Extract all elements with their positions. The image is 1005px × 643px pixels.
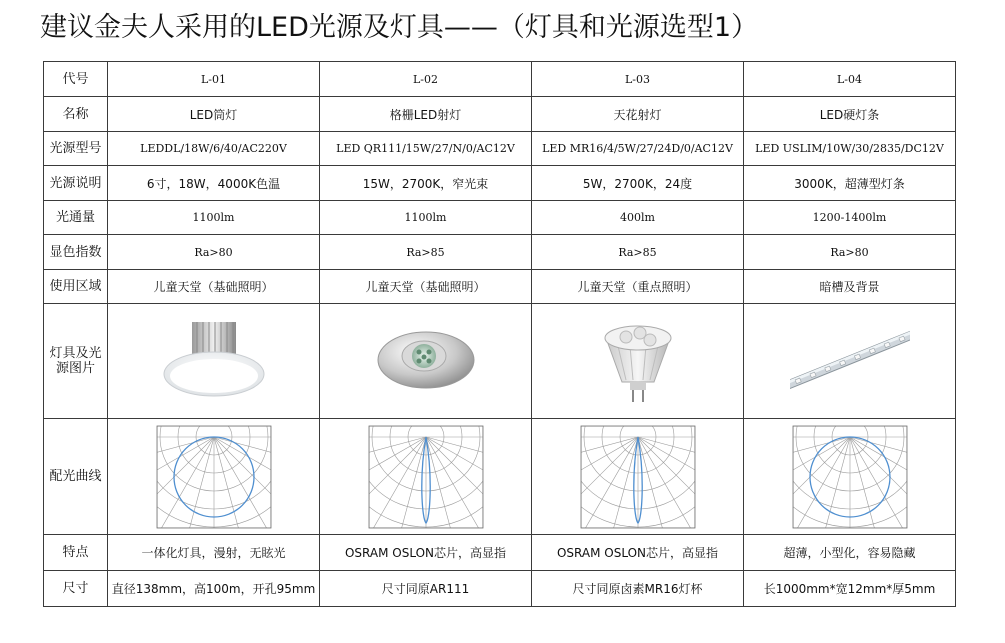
wide-distribution-curve-icon [744, 419, 956, 535]
cell-code: L-01 [108, 62, 320, 97]
cell-flux: 1200-1400lm [744, 201, 956, 235]
row-flux [44, 201, 956, 235]
cell-code: L-02 [320, 62, 532, 97]
row-feature [44, 535, 956, 571]
row-label-name: 名称 [44, 97, 108, 132]
mr16-lamp-icon [532, 304, 744, 419]
cell-flux: 1100lm [320, 201, 532, 235]
cell-code: L-04 [744, 62, 956, 97]
cell-model: LED QR111/15W/27/N/0/AC12V [320, 132, 532, 166]
row-label-image: 灯具及光源图片 [44, 304, 108, 419]
cell-size: 尺寸同原卤素MR16灯杯 [532, 571, 744, 607]
cell-name: 天花射灯 [532, 97, 744, 132]
cell-model: LEDDL/18W/6/40/AC220V [108, 132, 320, 166]
cell-feature: OSRAM OSLON芯片，高显指 [532, 535, 744, 571]
row-curve [44, 419, 956, 535]
cell-desc: 3000K，超薄型灯条 [744, 166, 956, 201]
cell-name: LED硬灯条 [744, 97, 956, 132]
cell-size: 长1000mm*宽12mm*厚5mm [744, 571, 956, 607]
cell-name: 格栅LED射灯 [320, 97, 532, 132]
cell-area: 儿童天堂（基础照明） [320, 270, 532, 304]
row-label-desc: 光源说明 [44, 166, 108, 201]
cell-flux: 400lm [532, 201, 744, 235]
ar111-spotlight-icon [320, 304, 532, 419]
cell-cri: Ra>85 [320, 235, 532, 270]
cell-cri: Ra>80 [744, 235, 956, 270]
row-label-feature: 特点 [44, 535, 108, 571]
cell-cri: Ra>80 [108, 235, 320, 270]
lighting-spec-table [43, 61, 956, 607]
row-label-cri: 显色指数 [44, 235, 108, 270]
cell-size: 尺寸同原AR111 [320, 571, 532, 607]
cell-model: LED USLIM/10W/30/2835/DC12V [744, 132, 956, 166]
row-label-code: 代号 [44, 62, 108, 97]
cell-model: LED MR16/4/5W/27/24D/0/AC12V [532, 132, 744, 166]
narrow-beam-curve-icon [320, 419, 532, 535]
cell-name: LED筒灯 [108, 97, 320, 132]
led-strip-icon [744, 304, 956, 419]
cell-desc: 6寸，18W，4000K色温 [108, 166, 320, 201]
row-model [44, 132, 956, 166]
cell-area: 儿童天堂（重点照明） [532, 270, 744, 304]
cell-area: 儿童天堂（基础照明） [108, 270, 320, 304]
cell-desc: 5W，2700K，24度 [532, 166, 744, 201]
wide-distribution-curve-icon [108, 419, 320, 535]
row-size [44, 571, 956, 607]
row-area [44, 270, 956, 304]
cell-feature: OSRAM OSLON芯片，高显指 [320, 535, 532, 571]
page-title: 建议金夫人采用的LED光源及灯具——（灯具和光源选型1） [40, 12, 759, 43]
cell-feature: 一体化灯具，漫射，无眩光 [108, 535, 320, 571]
row-code [44, 62, 956, 97]
cell-area: 暗槽及背景 [744, 270, 956, 304]
cell-code: L-03 [532, 62, 744, 97]
cell-flux: 1100lm [108, 201, 320, 235]
row-name [44, 97, 956, 132]
row-label-area: 使用区域 [44, 270, 108, 304]
downlight-icon [108, 304, 320, 419]
cell-size: 直径138mm，高100m，开孔95mm [108, 571, 320, 607]
row-label-model: 光源型号 [44, 132, 108, 166]
row-desc [44, 166, 956, 201]
row-label-curve: 配光曲线 [44, 419, 108, 535]
row-label-flux: 光通量 [44, 201, 108, 235]
cell-desc: 15W，2700K，窄光束 [320, 166, 532, 201]
row-image [44, 304, 956, 419]
row-label-size: 尺寸 [44, 571, 108, 607]
narrow-beam-curve-icon [532, 419, 744, 535]
cell-feature: 超薄，小型化，容易隐藏 [744, 535, 956, 571]
row-cri [44, 235, 956, 270]
cell-cri: Ra>85 [532, 235, 744, 270]
